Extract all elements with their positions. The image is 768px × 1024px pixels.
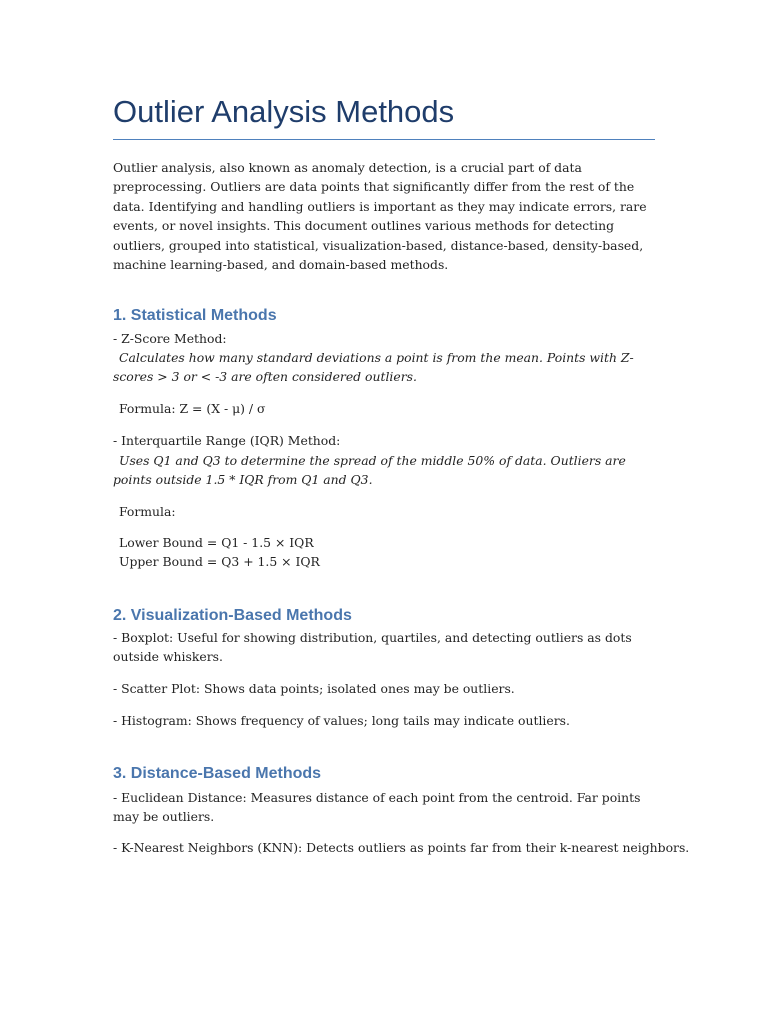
iqr-upper-bound: Upper Bound = Q3 + 1.5 × IQR: [119, 554, 320, 569]
list-item-euclidean: - Euclidean Distance: Measures distance of each point from the centroid. Far points may be outliers.: [113, 790, 641, 825]
page-title: Outlier Analysis Methods: [113, 94, 455, 129]
list-item-scatter: - Scatter Plot: Shows data points; isolated ones may be outliers.: [113, 681, 515, 696]
section-heading-visualization: 2. Visualization-Based Methods: [113, 607, 352, 624]
zscore-description: Calculates how many standard deviations a point is from the mean. Points with Z-scores > 3 or < -3 are often considered outliers.: [113, 350, 634, 385]
iqr-lower-bound: Lower Bound = Q1 - 1.5 × IQR: [119, 535, 314, 550]
list-item-knn: - K-Nearest Neighbors (KNN): Detects outliers as points far from their k-nearest neighbors.: [113, 840, 690, 855]
section-heading-statistical: 1. Statistical Methods: [113, 307, 277, 324]
zscore-formula: Formula: Z = (X - μ) / σ: [119, 401, 266, 416]
list-item-histogram: - Histogram: Shows frequency of values; long tails may indicate outliers.: [113, 713, 570, 728]
intro-paragraph: Outlier analysis, also known as anomaly detection, is a crucial part of data preprocessing. Outliers are data points that significantly differ from the rest of the data. Identifying and handling outliers is important as they may indicate errors, rare events, or novel insights. This document outlines various methods for detecting outliers, grouped into statistical, visualization-based, distance-based, density-based, machine learning-based, and domain-based methods.: [113, 160, 647, 273]
title-underline: [113, 139, 655, 140]
iqr-label: - Interquartile Range (IQR) Method:: [113, 433, 341, 448]
iqr-description: Uses Q1 and Q3 to determine the spread of the middle 50% of data. Outliers are points outside 1.5 * IQR from Q1 and Q3.: [113, 453, 626, 488]
list-item-boxplot: - Boxplot: Useful for showing distribution, quartiles, and detecting outliers as dots outside whiskers.: [113, 630, 632, 665]
section-heading-distance: 3. Distance-Based Methods: [113, 765, 322, 782]
zscore-label: - Z-Score Method:: [113, 331, 227, 346]
iqr-formula-label: Formula:: [119, 504, 176, 519]
